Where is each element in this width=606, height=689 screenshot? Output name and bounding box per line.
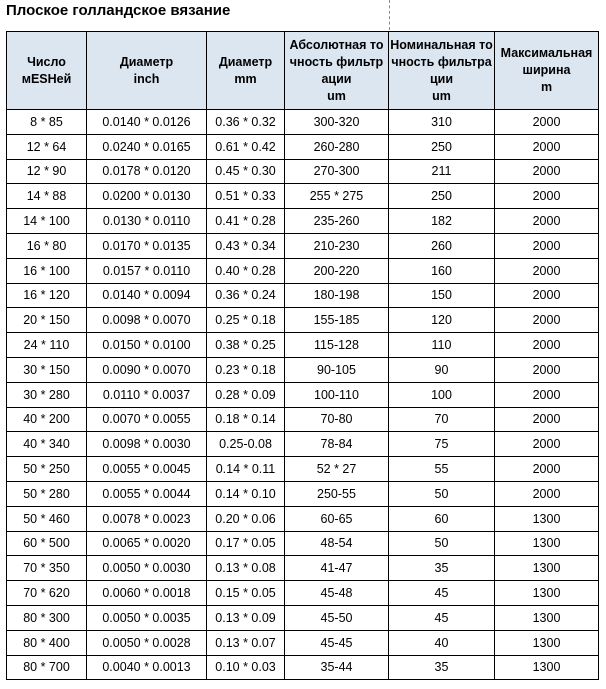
cell-nominal-filtration[interactable]: 55 [389,457,495,482]
cell-nominal-filtration[interactable]: 260 [389,233,495,258]
cell-nominal-filtration[interactable]: 50 [389,481,495,506]
cell-diameter-mm[interactable]: 0.61 * 0.42 [207,134,285,159]
sheet-title: Плоское голландское вязание [6,2,231,19]
cell-mesh-count[interactable]: 40 * 340 [7,432,87,457]
cell-diameter-mm[interactable]: 0.45 * 0.30 [207,159,285,184]
table-row [7,209,599,234]
cell-max-width[interactable]: 2000 [495,481,599,506]
cell-diameter-inch[interactable]: 0.0078 * 0.0023 [87,506,207,531]
cell-diameter-mm[interactable]: 0.13 * 0.08 [207,556,285,581]
cell-diameter-inch[interactable]: 0.0170 * 0.0135 [87,233,207,258]
cell-diameter-inch[interactable]: 0.0060 * 0.0018 [87,581,207,606]
cell-diameter-mm[interactable]: 0.14 * 0.10 [207,481,285,506]
cell-diameter-inch[interactable]: 0.0157 * 0.0110 [87,258,207,283]
cell-max-width[interactable]: 2000 [495,308,599,333]
cell-diameter-mm[interactable]: 0.13 * 0.07 [207,630,285,655]
table-row [7,110,599,135]
header-nominal-filtration[interactable] [389,32,495,110]
cell-nominal-filtration[interactable]: 75 [389,432,495,457]
cell-diameter-mm[interactable]: 0.15 * 0.05 [207,581,285,606]
table-row [7,333,599,358]
cell-nominal-filtration[interactable]: 40 [389,630,495,655]
cell-diameter-inch[interactable]: 0.0150 * 0.0100 [87,333,207,358]
cell-nominal-filtration[interactable]: 250 [389,134,495,159]
cell-diameter-mm[interactable]: 0.40 * 0.28 [207,258,285,283]
table-row [7,531,599,556]
table-row [7,655,599,680]
cell-mesh-count[interactable]: 70 * 620 [7,581,87,606]
cell-max-width[interactable]: 2000 [495,457,599,482]
table-row [7,357,599,382]
cell-mesh-count[interactable]: 14 * 88 [7,184,87,209]
cell-nominal-filtration[interactable]: 120 [389,308,495,333]
cell-max-width[interactable]: 2000 [495,382,599,407]
cell-max-width[interactable]: 2000 [495,333,599,358]
cell-diameter-mm[interactable]: 0.51 * 0.33 [207,184,285,209]
header-line: um [432,88,451,103]
table-row [7,630,599,655]
cell-mesh-count[interactable]: 40 * 200 [7,407,87,432]
table-row [7,283,599,308]
cell-mesh-count[interactable]: 60 * 500 [7,531,87,556]
header-diameter-mm[interactable] [207,32,285,110]
cell-mesh-count[interactable]: 8 * 85 [7,110,87,135]
cell-diameter-inch[interactable]: 0.0098 * 0.0070 [87,308,207,333]
cell-diameter-inch[interactable]: 0.0240 * 0.0165 [87,134,207,159]
cell-mesh-count[interactable]: 20 * 150 [7,308,87,333]
cell-nominal-filtration[interactable]: 100 [389,382,495,407]
cell-absolute-filtration[interactable]: 235-260 [285,209,389,234]
cell-max-width[interactable]: 2000 [495,159,599,184]
cell-diameter-mm[interactable]: 0.28 * 0.09 [207,382,285,407]
header-line: Абсолютная то [289,37,384,52]
cell-diameter-inch[interactable]: 0.0050 * 0.0035 [87,605,207,630]
table-row [7,581,599,606]
cell-absolute-filtration[interactable]: 210-230 [285,233,389,258]
table-row [7,258,599,283]
cell-mesh-count[interactable]: 12 * 90 [7,159,87,184]
header-mesh-count[interactable] [7,32,87,110]
table-row [7,481,599,506]
cell-nominal-filtration[interactable]: 60 [389,506,495,531]
cell-max-width[interactable]: 1300 [495,581,599,606]
cell-nominal-filtration[interactable]: 45 [389,605,495,630]
table-body [7,110,599,680]
cell-diameter-mm[interactable]: 0.17 * 0.05 [207,531,285,556]
cell-absolute-filtration[interactable]: 48-54 [285,531,389,556]
cell-absolute-filtration[interactable]: 250-55 [285,481,389,506]
cell-diameter-mm[interactable]: 0.25 * 0.18 [207,308,285,333]
cell-diameter-inch[interactable]: 0.0140 * 0.0126 [87,110,207,135]
cell-max-width[interactable]: 1300 [495,605,599,630]
cell-diameter-mm[interactable]: 0.20 * 0.06 [207,506,285,531]
cell-absolute-filtration[interactable]: 35-44 [285,655,389,680]
cell-mesh-count[interactable]: 50 * 460 [7,506,87,531]
cell-diameter-inch[interactable]: 0.0098 * 0.0030 [87,432,207,457]
cell-absolute-filtration[interactable]: 180-198 [285,283,389,308]
cell-diameter-inch[interactable]: 0.0070 * 0.0055 [87,407,207,432]
page-break-line [389,0,390,30]
cell-nominal-filtration[interactable]: 110 [389,333,495,358]
cell-max-width[interactable]: 2000 [495,432,599,457]
header-row [7,32,599,110]
header-line: m [540,80,553,94]
table-row [7,506,599,531]
header-line: Число [27,54,66,69]
cell-nominal-filtration[interactable]: 70 [389,407,495,432]
cell-diameter-mm[interactable]: 0.18 * 0.14 [207,407,285,432]
header-line: чность фильтра [391,54,492,69]
cell-diameter-inch[interactable]: 0.0050 * 0.0028 [87,630,207,655]
cell-nominal-filtration[interactable]: 35 [389,655,495,680]
cell-max-width[interactable]: 2000 [495,134,599,159]
table-row [7,184,599,209]
header-line: um [327,88,346,103]
cell-absolute-filtration[interactable]: 155-185 [285,308,389,333]
cell-nominal-filtration[interactable]: 182 [389,209,495,234]
cell-nominal-filtration[interactable]: 35 [389,556,495,581]
header-line: Номинальная то [390,37,493,52]
header-line: чность фильтр [289,54,384,69]
table-row [7,382,599,407]
cell-diameter-mm[interactable]: 0.36 * 0.24 [207,283,285,308]
cell-absolute-filtration[interactable]: 90-105 [285,357,389,382]
cell-mesh-count[interactable]: 80 * 400 [7,630,87,655]
table-row [7,159,599,184]
cell-diameter-inch[interactable]: 0.0055 * 0.0045 [87,457,207,482]
cell-max-width[interactable]: 2000 [495,110,599,135]
table-row [7,407,599,432]
cell-mesh-count[interactable]: 70 * 350 [7,556,87,581]
header-line: ации [321,71,352,86]
cell-mesh-count[interactable]: 50 * 250 [7,457,87,482]
cell-max-width[interactable]: 1300 [495,630,599,655]
cell-max-width[interactable]: 2000 [495,258,599,283]
cell-mesh-count[interactable]: 80 * 300 [7,605,87,630]
cell-diameter-mm[interactable]: 0.23 * 0.18 [207,357,285,382]
cell-absolute-filtration[interactable]: 60-65 [285,506,389,531]
cell-absolute-filtration[interactable]: 100-110 [285,382,389,407]
table-row [7,605,599,630]
cell-absolute-filtration[interactable]: 300-320 [285,110,389,135]
cell-mesh-count[interactable]: 80 * 700 [7,655,87,680]
cell-absolute-filtration[interactable]: 78-84 [285,432,389,457]
header-line: Диаметр [119,54,174,69]
cell-mesh-count[interactable]: 12 * 64 [7,134,87,159]
header-line: мESHей [21,71,72,86]
cell-max-width[interactable]: 2000 [495,184,599,209]
cell-mesh-count[interactable]: 16 * 80 [7,233,87,258]
cell-diameter-inch[interactable]: 0.0090 * 0.0070 [87,357,207,382]
cell-nominal-filtration[interactable]: 250 [389,184,495,209]
cell-diameter-inch[interactable]: 0.0200 * 0.0130 [87,184,207,209]
cell-nominal-filtration[interactable]: 90 [389,357,495,382]
table-row [7,134,599,159]
cell-max-width[interactable]: 2000 [495,233,599,258]
cell-mesh-count[interactable]: 50 * 280 [7,481,87,506]
cell-max-width[interactable]: 2000 [495,209,599,234]
cell-mesh-count[interactable]: 30 * 150 [7,357,87,382]
cell-mesh-count[interactable]: 24 * 110 [7,333,87,358]
header-absolute-filtration[interactable] [285,32,389,110]
header-diameter-inch[interactable] [87,32,207,110]
table-row [7,308,599,333]
cell-diameter-mm[interactable]: 0.14 * 0.11 [207,457,285,482]
cell-max-width[interactable]: 1300 [495,531,599,556]
cell-absolute-filtration[interactable]: 52 * 27 [285,457,389,482]
header-max-width[interactable] [495,32,599,110]
cell-max-width[interactable]: 2000 [495,357,599,382]
cell-nominal-filtration[interactable]: 160 [389,258,495,283]
header-line: mm [234,71,257,86]
cell-max-width[interactable]: 2000 [495,407,599,432]
cell-absolute-filtration[interactable]: 115-128 [285,333,389,358]
header-line: ширина [522,63,571,77]
cell-nominal-filtration[interactable]: 211 [389,159,495,184]
table-row [7,432,599,457]
cell-mesh-count[interactable]: 30 * 280 [7,382,87,407]
cell-absolute-filtration[interactable]: 255 * 275 [285,184,389,209]
cell-max-width[interactable]: 1300 [495,556,599,581]
table-row [7,233,599,258]
cell-diameter-inch[interactable]: 0.0065 * 0.0020 [87,531,207,556]
cell-diameter-mm[interactable]: 0.10 * 0.03 [207,655,285,680]
cell-absolute-filtration[interactable]: 70-80 [285,407,389,432]
cell-diameter-inch[interactable]: 0.0055 * 0.0044 [87,481,207,506]
cell-absolute-filtration[interactable]: 45-45 [285,630,389,655]
cell-diameter-mm[interactable]: 0.43 * 0.34 [207,233,285,258]
cell-absolute-filtration[interactable]: 45-50 [285,605,389,630]
cell-absolute-filtration[interactable]: 270-300 [285,159,389,184]
cell-max-width[interactable]: 2000 [495,283,599,308]
cell-diameter-mm[interactable]: 0.13 * 0.09 [207,605,285,630]
cell-nominal-filtration[interactable]: 45 [389,581,495,606]
cell-diameter-inch[interactable]: 0.0040 * 0.0013 [87,655,207,680]
cell-absolute-filtration[interactable]: 260-280 [285,134,389,159]
header-line: Диаметр [218,54,273,69]
cell-mesh-count[interactable]: 16 * 120 [7,283,87,308]
header-line: Максимальная [500,46,593,60]
cell-diameter-mm[interactable]: 0.38 * 0.25 [207,333,285,358]
cell-diameter-inch[interactable]: 0.0140 * 0.0094 [87,283,207,308]
cell-diameter-mm[interactable]: 0.41 * 0.28 [207,209,285,234]
cell-diameter-inch[interactable]: 0.0110 * 0.0037 [87,382,207,407]
cell-absolute-filtration[interactable]: 45-48 [285,581,389,606]
mesh-spec-table [6,31,599,680]
cell-mesh-count[interactable]: 14 * 100 [7,209,87,234]
cell-absolute-filtration[interactable]: 200-220 [285,258,389,283]
cell-nominal-filtration[interactable]: 310 [389,110,495,135]
cell-max-width[interactable]: 1300 [495,655,599,680]
cell-diameter-inch[interactable]: 0.0050 * 0.0030 [87,556,207,581]
cell-diameter-inch[interactable]: 0.0130 * 0.0110 [87,209,207,234]
cell-diameter-mm[interactable]: 0.25-0.08 [207,432,285,457]
cell-mesh-count[interactable]: 16 * 100 [7,258,87,283]
header-line: inch [133,71,160,86]
header-line: ции [429,71,454,86]
cell-nominal-filtration[interactable]: 50 [389,531,495,556]
cell-diameter-mm[interactable]: 0.36 * 0.32 [207,110,285,135]
cell-max-width[interactable]: 1300 [495,506,599,531]
cell-diameter-inch[interactable]: 0.0178 * 0.0120 [87,159,207,184]
cell-absolute-filtration[interactable]: 41-47 [285,556,389,581]
table-row [7,457,599,482]
cell-nominal-filtration[interactable]: 150 [389,283,495,308]
table-row [7,556,599,581]
